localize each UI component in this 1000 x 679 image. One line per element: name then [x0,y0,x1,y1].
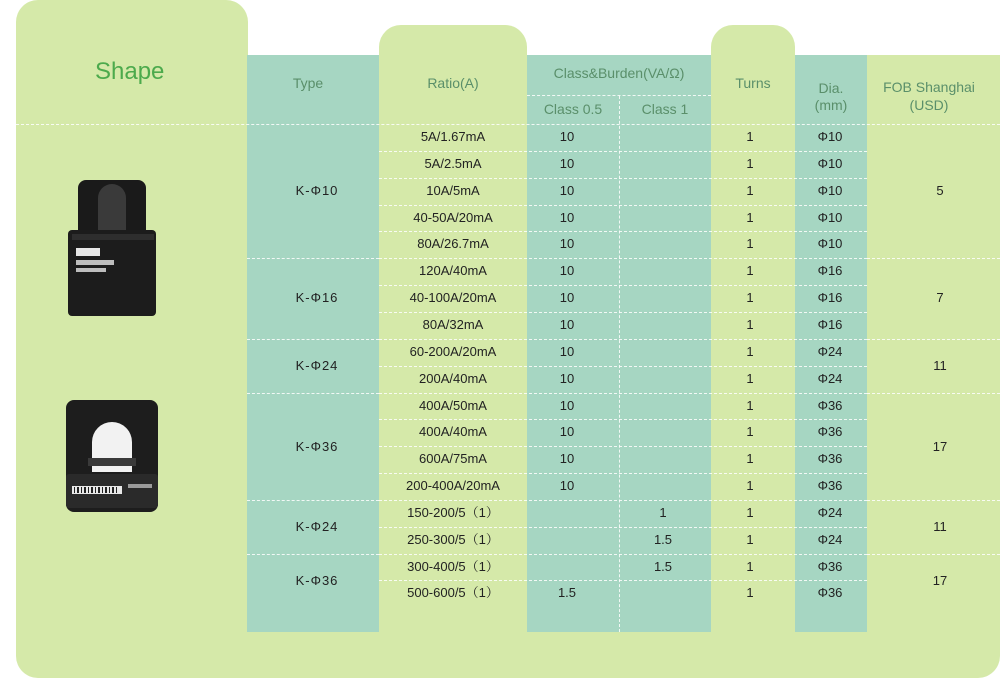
table-row-dia: Φ10 [817,209,843,225]
header-class05: Class 0.5 [543,101,603,117]
table-row-turns: 1 [746,478,754,494]
table-row-dia: Φ16 [817,263,843,279]
table-row-dia: Φ24 [817,370,843,386]
table-row-dia: Φ10 [817,236,843,252]
table-row-turns: 1 [746,290,754,306]
group-divider [247,500,379,501]
table-row-dia: Φ10 [817,182,843,198]
table-row-class1 [617,124,709,151]
table-row-class05: 10 [559,343,575,359]
group-divider [247,258,379,259]
table-row-class1 [617,446,709,473]
table-row-ratio: 600A/75mA [419,451,487,467]
table-row-class05: 10 [559,424,575,440]
table-row-ratio: 300-400/5（1） [407,558,499,574]
table-row-class1 [617,258,709,285]
table-row-class1: 1.5 [653,558,673,574]
header-class1: Class 1 [641,101,689,117]
table-row-class1 [617,205,709,232]
group-divider [247,393,379,394]
row-divider [379,500,867,501]
table-row-ratio: 40-50A/20mA [413,209,493,225]
group-divider [247,339,379,340]
group-type: K-Φ10 [295,183,339,198]
table-row-turns: 1 [746,209,754,225]
table-row-turns: 1 [746,370,754,386]
table-row-dia: Φ24 [817,531,843,547]
row-divider [379,554,867,555]
header-fob-line1: FOB Shanghai [883,79,975,95]
table-row-turns: 1 [746,504,754,520]
table-row-turns: 1 [746,343,754,359]
table-row-class1 [617,580,709,607]
group-divider [867,500,1000,501]
table-row-dia: Φ36 [817,585,843,601]
table-row-class1 [617,393,709,420]
table-row-class05: 10 [559,209,575,225]
table-row-turns: 1 [746,263,754,279]
table-row-ratio: 400A/50mA [419,397,487,413]
row-divider [379,312,867,313]
table-base [16,630,1000,678]
row-divider [379,258,867,259]
table-row-turns: 1 [746,531,754,547]
table-row-dia: Φ10 [817,155,843,171]
row-divider [379,231,867,232]
header-ratio: Ratio(A) [427,75,479,91]
table-row-class05: 10 [559,451,575,467]
table-row-ratio: 10A/5mA [426,182,480,198]
table-row-class1: 1 [659,504,667,520]
table-row-class05: 10 [559,182,575,198]
group-divider [867,258,1000,259]
table-row-turns: 1 [746,316,754,332]
table-row-dia: Φ24 [817,343,843,359]
table-row-ratio: 5A/2.5mA [424,155,482,171]
row-divider [379,580,867,581]
row-divider [379,151,867,152]
table-row-class05: 10 [559,129,575,144]
table-row-class05: 10 [559,263,575,279]
table-row-ratio: 150-200/5（1） [407,504,499,520]
table-row-dia: Φ10 [817,129,843,144]
group-fob: 17 [932,572,948,588]
row-divider [379,446,867,447]
row-divider [379,285,867,286]
header-dia-line1: Dia. [818,80,844,96]
table-row-dia: Φ36 [817,424,843,440]
table-row-class05: 10 [559,290,575,306]
table-row-turns: 1 [746,585,754,601]
table-row-ratio: 80A/26.7mA [417,236,489,252]
table-row-class05: 10 [559,478,575,494]
group-type: K-Φ16 [295,290,339,306]
table-row-dia: Φ16 [817,290,843,306]
table-row-ratio: 60-200A/20mA [409,343,497,359]
table-row-class1 [617,231,709,258]
table-row-turns: 1 [746,236,754,252]
row-divider [379,178,867,179]
table-row-dia: Φ36 [817,451,843,467]
table-row-ratio: 120A/40mA [419,263,487,279]
row-divider [379,339,867,340]
table-row-class1 [617,366,709,393]
table-row-class05 [521,554,613,581]
table-row-dia: Φ36 [817,478,843,494]
group-divider [867,339,1000,340]
table-row-class1 [617,473,709,500]
table-row-class05: 10 [559,397,575,413]
row-divider [379,366,867,367]
group-type: K-Φ36 [295,438,339,454]
table-row-ratio: 80A/32mA [422,316,484,332]
table-row-dia: Φ36 [817,558,843,574]
row-divider [379,393,867,394]
row-divider [379,419,867,420]
header-type: Type [292,75,324,91]
table-row-class05: 1.5 [557,585,577,601]
table-row-turns: 1 [746,155,754,171]
row-divider [379,527,867,528]
shape-title: Shape [95,58,165,85]
row-divider [379,473,867,474]
group-fob: 7 [936,290,944,306]
table-row-ratio: 250-300/5（1） [407,531,499,547]
table-row-dia: Φ36 [817,397,843,413]
table-row-turns: 1 [746,451,754,467]
table-row-ratio: 40-100A/20mA [409,290,497,306]
shape-panel [16,0,248,660]
table-row-class05: 10 [559,370,575,386]
header-fob-line2: (USD) [909,97,949,113]
table-row-ratio: 5A/1.67mA [420,129,486,144]
table-row-dia: Φ24 [817,504,843,520]
group-type: K-Φ24 [295,518,339,534]
table-row-class05: 10 [559,316,575,332]
current-transformer-image-large [62,398,162,518]
table-row-class05: 10 [559,236,575,252]
table-row-class05: 10 [559,155,575,171]
table-row-ratio: 200-400A/20mA [406,478,500,494]
table-row-turns: 1 [746,129,754,144]
table-row-turns: 1 [746,397,754,413]
group-fob: 11 [933,518,947,534]
group-type: K-Φ24 [295,357,339,373]
table-row-class1 [617,285,709,312]
table-row-class1 [617,419,709,446]
group-fob: 17 [932,438,948,454]
header-turns: Turns [735,75,771,91]
table-row-turns: 1 [746,182,754,198]
group-fob: 5 [936,183,944,198]
group-divider [247,554,379,555]
table-row-class1 [617,339,709,366]
current-transformer-image-small [62,178,162,322]
header-class-burden: Class&Burden(VA/Ω) [553,65,685,81]
table-row-class1: 1.5 [653,531,673,547]
table-row-ratio: 200A/40mA [419,370,487,386]
header-dia-line2: (mm) [814,97,848,113]
table-row-class1 [617,178,709,205]
group-divider [867,554,1000,555]
table-row-ratio: 500-600/5（1） [407,585,499,601]
table-row-class05 [521,527,613,554]
table-row-class1 [617,151,709,178]
table-row-ratio: 400A/40mA [419,424,487,440]
group-divider [867,393,1000,394]
table-row-class1 [617,312,709,339]
table-row-dia: Φ16 [817,316,843,332]
table-row-turns: 1 [746,424,754,440]
group-type: K-Φ36 [295,572,339,588]
table-row-turns: 1 [746,558,754,574]
row-divider [379,205,867,206]
table-row-class05 [521,500,613,527]
group-fob: 11 [933,357,947,373]
